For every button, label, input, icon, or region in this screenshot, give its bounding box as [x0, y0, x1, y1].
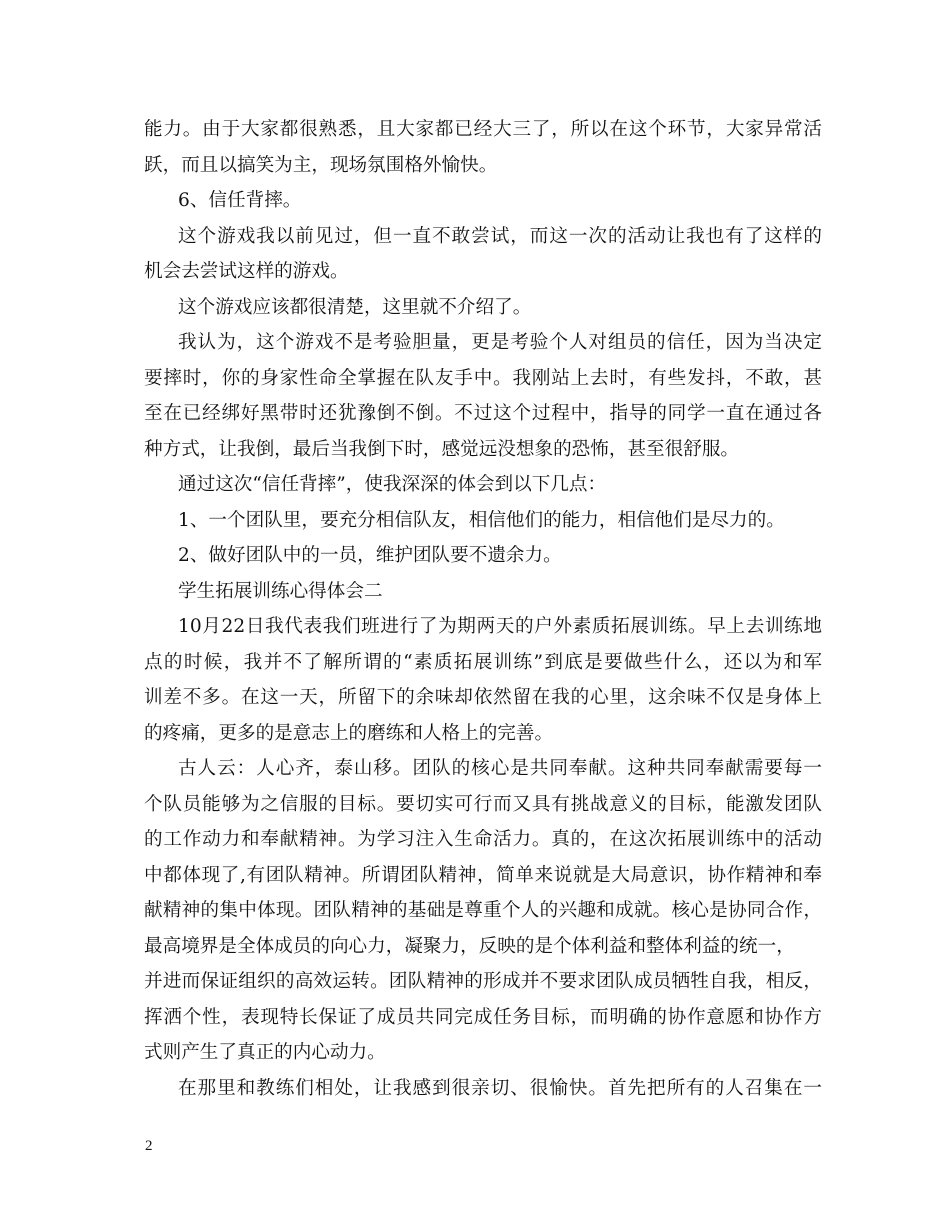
- text-line: 训差不多。在这一天，所留下的余味却依然留在我的心里，这余味不仅是身体上: [144, 687, 822, 708]
- text-line: 跃，而且以搞笑为主，现场氛围格外愉快。: [144, 154, 498, 176]
- text-line: 个队员能够为之信服的目标。要切实可行而又具有挑战意义的目标，能激发团队: [144, 793, 822, 815]
- text-line: 的工作动力和奉献精神。为学习注入生命活力。真的，在这次拓展训练中的活动: [144, 829, 822, 850]
- text-line: 1、一个团队里，要充分相信队友，相信他们的能力，相信他们是尽力的。: [178, 509, 785, 531]
- text-line: 并进而保证组织的高效运转。团队精神的形成并不要求团队成员牺牲自我，相反，: [144, 971, 822, 992]
- text-line: 古人云：人心齐，泰山移。团队的核心是共同奉献。这种共同奉献需要每一: [178, 758, 822, 779]
- text-line: 10月22日我代表我们班进行了为期两天的户外素质拓展训练。早上去训练地: [178, 616, 822, 637]
- text-line: 这个游戏应该都很清楚，这里就不介绍了。: [178, 296, 532, 318]
- text-line: 的疼痛，更多的是意志上的磨练和人格上的完善。: [144, 722, 554, 744]
- section-heading: 学生拓展训练心得体会二: [178, 580, 383, 602]
- text-line: 中都体现了,有团队精神。所谓团队精神，简单来说就是大局意识，协作精神和奉: [144, 864, 822, 886]
- text-line: 能力。由于大家都很熟悉，且大家都已经大三了，所以在这个环节，大家异常活: [144, 119, 822, 140]
- text-line: 点的时候，我并不了解所谓的“素质拓展训练”到底是要做些什么，还以为和军: [144, 651, 822, 673]
- text-line: 种方式，让我倒，最后当我倒下时，感觉远没想象的恐怖，甚至很舒服。: [144, 438, 740, 460]
- text-line: 6、信任背摔。: [178, 190, 302, 211]
- text-line: 式则产生了真正的内心动力。: [144, 1042, 386, 1063]
- body-text: [144, 112, 822, 1106]
- text-line: 我认为，这个游戏不是考验胆量，更是考验个人对组员的信任，因为当决定: [178, 332, 822, 353]
- page-number: 2: [145, 1138, 153, 1154]
- text-line: 献精神的集中体现。团队精神的基础是尊重个人的兴趣和成就。核心是协同合作，: [144, 900, 822, 921]
- text-line: 机会去尝试这样的游戏。: [144, 261, 349, 282]
- text-line: 要摔时，你的身家性命全掌握在队友手中。我刚站上去时，有些发抖，不敢，甚: [144, 367, 822, 389]
- text-line: 通过这次“信任背摔”，使我深深的体会到以下几点：: [178, 474, 607, 495]
- text-line: 最高境界是全体成员的向心力，凝聚力，反映的是个体利益和整体利益的统一，: [144, 935, 795, 957]
- text-line: 在那里和教练们相处，让我感到很亲切、很愉快。首先把所有的人召集在一: [178, 1077, 822, 1099]
- text-line: 挥洒个性，表现特长保证了成员共同完成任务目标，而明确的协作意愿和协作方: [144, 1006, 822, 1028]
- text-line: 这个游戏我以前见过，但一直不敢尝试，而这一次的活动让我也有了这样的: [178, 225, 822, 247]
- text-line: 至在已经绑好黑带时还犹豫倒不倒。不过这个过程中，指导的同学一直在通过各: [144, 403, 822, 424]
- text-line: 2、做好团队中的一员，维护团队要不遗余力。: [178, 545, 562, 566]
